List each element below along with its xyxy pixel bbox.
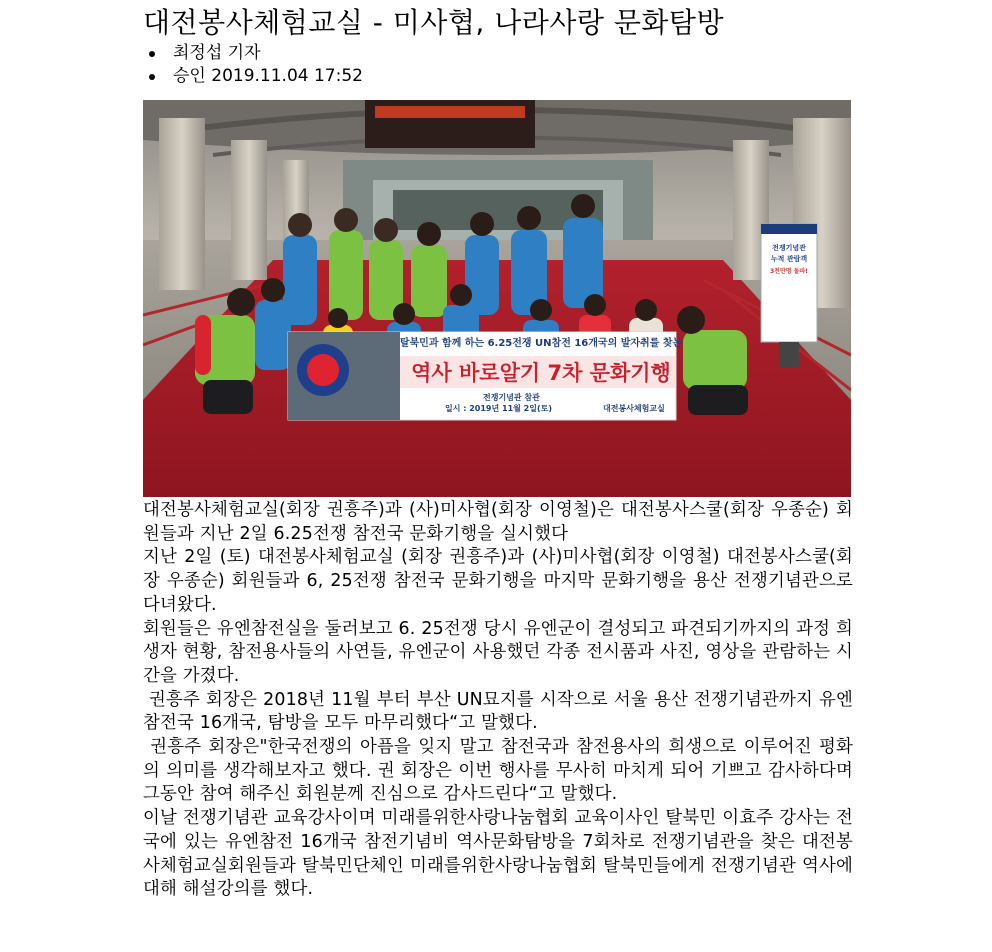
paragraph: 지난 2일 (토) 대전봉사체험교실 (회장 권흥주)과 (사)미사협(회장 이영철) 대전봉사스쿨(회장 우종순) 회원들과 6, 25전쟁 참전국 문화기행을 마지막 문화기행을 용산 전쟁기념관으로 다녀왔다. [143, 547, 853, 615]
banner-place-text: 전쟁기념관 참관 [483, 393, 540, 402]
event-banner [288, 332, 682, 420]
banner-date-text: 일시 : 2019년 11월 2일(토) [445, 404, 552, 413]
article-meta [143, 42, 853, 88]
article-body [143, 499, 859, 902]
paragraph: 권흥주 회장은"한국전쟁의 아픔을 잊지 말고 참전국과 참전용사의 희생으로 이루어진 평화의 의미를 생각해보자고 했다. 권 회장은 이번 행사를 무사히 마치게 되어 기쁘고 감사하다며 그동안 참여 해주신 회원분께 진심으로 감사드린다“고 말했다. [143, 737, 859, 805]
sign-line-3: 3천만명 돌파! [770, 268, 808, 275]
paragraph: 회원들은 유엔참전실을 둘러보고 6. 25전쟁 당시 유엔군이 결성되고 파견되기까지의 과정 희생자 현황, 참전용사들의 사연들, 유엔군이 사용했던 각종 전시품과 사진, 영상을 관람하는 시간을 가졌다. [143, 618, 853, 686]
author-byline: 최정섭 기자 [173, 42, 853, 65]
paragraph: 대전봉사체험교실(회장 권흥주)과 (사)미사협(회장 이영철)은 대전봉사스쿨(회장 우종순) 회원들과 지난 2일 6.25전쟁 참전국 문화기행을 실시했다 [143, 500, 853, 544]
banner-main-text: 역사 바로알기 7차 문화기행 [411, 361, 671, 385]
approval-timestamp: 승인 2019.11.04 17:52 [173, 65, 853, 88]
paragraph: 이날 전쟁기념관 교육강사이며 미래를위한사랑나눔협회 교육이사인 탈북민 이효주 강사는 전국에 있는 유엔참전 16개국 참전기념비 역사문화탐방을 7회차로 전쟁기념관을 찾은 대전봉사체험교실회원들과 탈북민단체인 미래를위한사랑나눔협회 탈북민들에게 전쟁기념관 역사에 대해 해설강의를 했다. [143, 808, 853, 900]
sign-line-1: 전쟁기념관 [772, 244, 806, 252]
paragraph: 권흥주 회장은 2018년 11월 부터 부산 UN묘지를 시작으로 서울 용산 전쟁기념관까지 유엔참전국 16개국, 탐방을 모두 마무리했다“고 말했다. [143, 689, 853, 734]
article-title: 대전봉사체험교실 - 미사협, 나라사랑 문화탐방 [143, 6, 725, 39]
sign-line-2: 누적 관람객 [770, 255, 808, 263]
article-photo [143, 100, 851, 497]
banner-top-text: 탈북민과 함께 하는 6.25전쟁 UN참전 16개국의 발자취를 찾는 [399, 338, 683, 349]
banner-host-text: 대전봉사체험교실 [603, 404, 665, 413]
article [143, 0, 859, 902]
